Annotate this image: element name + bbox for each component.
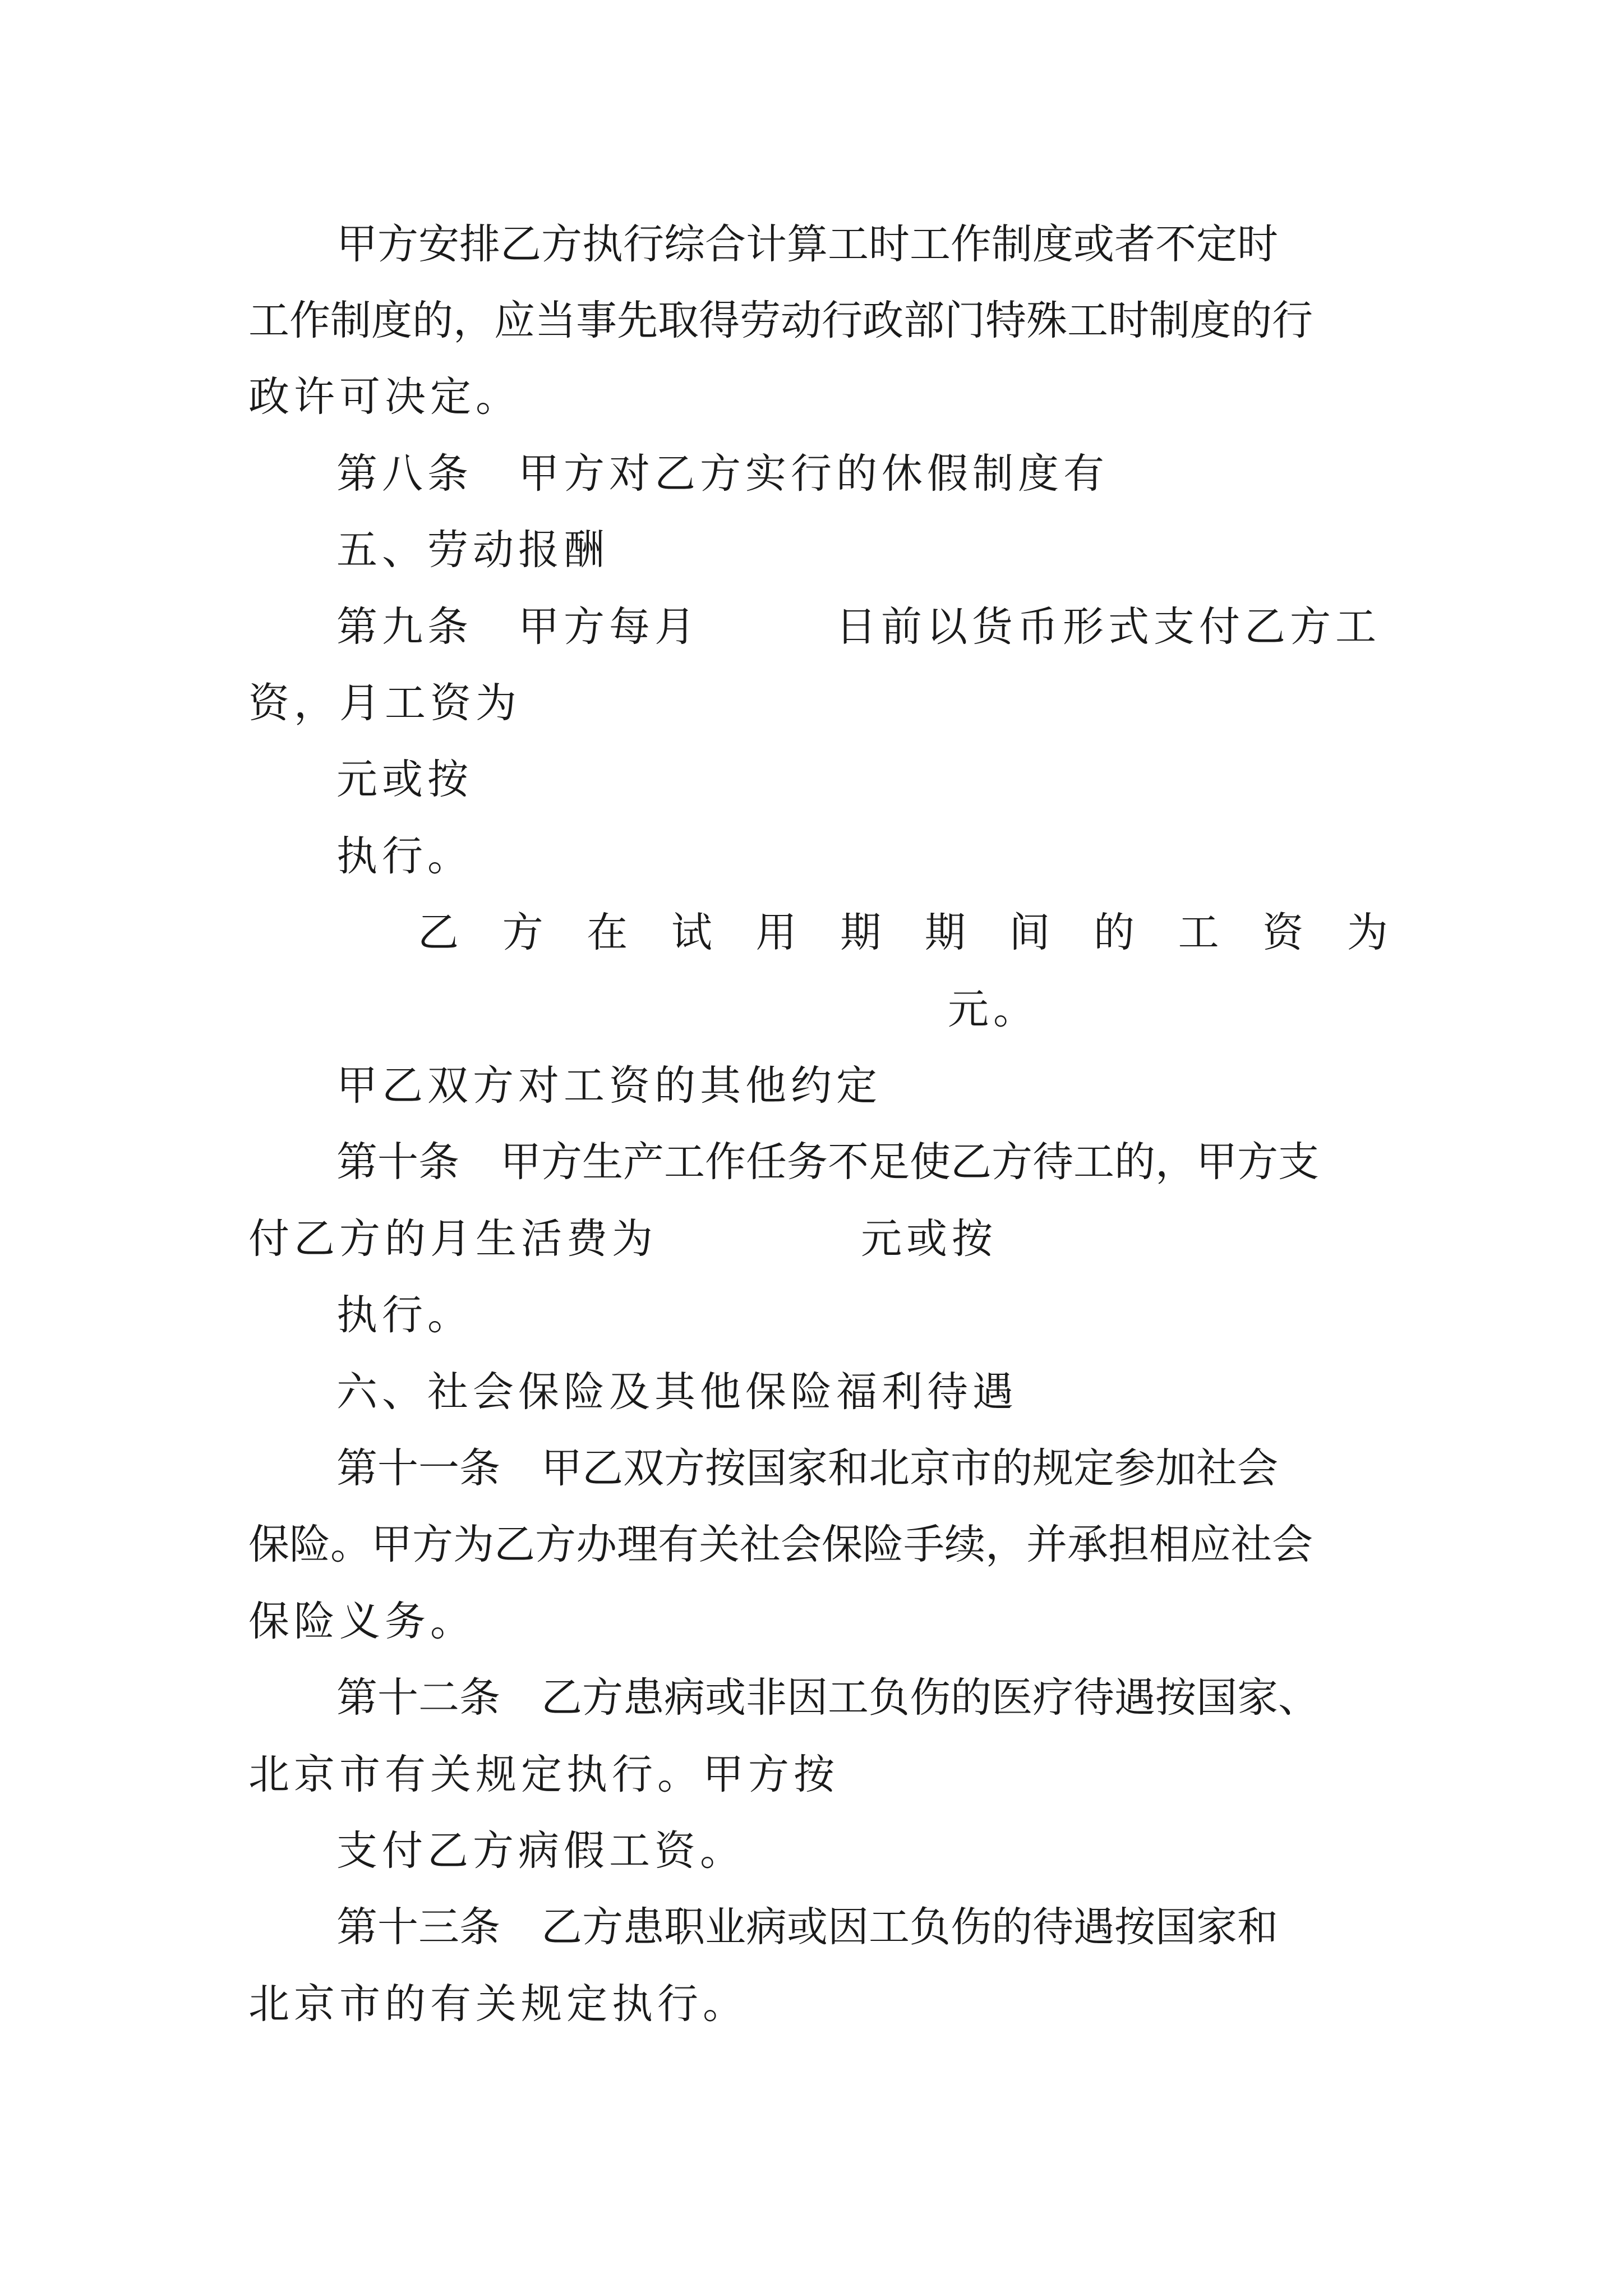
char: 在 [587, 909, 628, 956]
char: 期 [840, 909, 882, 956]
paragraph-line: 执行。 [336, 1291, 473, 1339]
paragraph-line: 资，月工资为 [248, 679, 521, 727]
char: 乙 [418, 909, 459, 956]
paragraph-line: 北京市的有关规定执行。 [248, 1980, 748, 2028]
char: 为 [1347, 909, 1388, 956]
section-heading-6: 六、社会保险及其他保险福利待遇 [336, 1368, 1018, 1416]
char: 用 [755, 909, 797, 956]
probation-wage-line [418, 905, 1388, 961]
article-12: 第十二条 乙方患病或非因工负伤的医疗待遇按国家、 [336, 1674, 1319, 1722]
paragraph-line: 甲方安排乙方执行综合计算工时工作制度或者不定时 [336, 220, 1278, 268]
article-13: 第十三条 乙方患职业病或因工负伤的待遇按国家和 [336, 1903, 1278, 1951]
paragraph-line: 北京市有关规定执行。甲方按 [248, 1751, 839, 1798]
paragraph-line: 元或按 [861, 1215, 997, 1263]
paragraph-line: 甲乙双方对工资的其他约定 [336, 1062, 882, 1110]
paragraph-line: 保险。甲方为乙方办理有关社会保险手续，并承担相应社会 [248, 1521, 1313, 1568]
section-heading-5: 五、劳动报酬 [336, 526, 609, 574]
paragraph-line: 政许可决定。 [248, 373, 521, 421]
paragraph-line: 执行。 [336, 832, 473, 880]
char: 间 [1009, 909, 1050, 956]
article-11: 第十一条 甲乙双方按国家和北京市的规定参加社会 [336, 1444, 1278, 1492]
paragraph-line: 工作制度的，应当事先取得劳动行政部门特殊工时制度的行 [248, 297, 1313, 344]
char: 方 [502, 909, 543, 956]
paragraph-line: 保险义务。 [248, 1598, 476, 1645]
paragraph-line: 付乙方的月生活费为 [248, 1215, 657, 1263]
char: 期 [924, 909, 966, 956]
paragraph-line: 支付乙方病假工资。 [336, 1827, 745, 1875]
char: 试 [671, 909, 712, 956]
paragraph-line: 元或按 [336, 756, 473, 803]
article-9-continued: 日前以货币形式支付乙方工 [836, 603, 1381, 651]
char: 工 [1178, 909, 1219, 956]
article-10: 第十条 甲方生产工作任务不足使乙方待工的，甲方支 [336, 1138, 1319, 1186]
article-9: 第九条 甲方每月 [336, 603, 700, 651]
char: 资 [1262, 909, 1304, 956]
paragraph-line: 元。 [948, 986, 1039, 1033]
char: 的 [1094, 909, 1135, 956]
article-8: 第八条 甲方对乙方实行的休假制度有 [336, 450, 1109, 498]
